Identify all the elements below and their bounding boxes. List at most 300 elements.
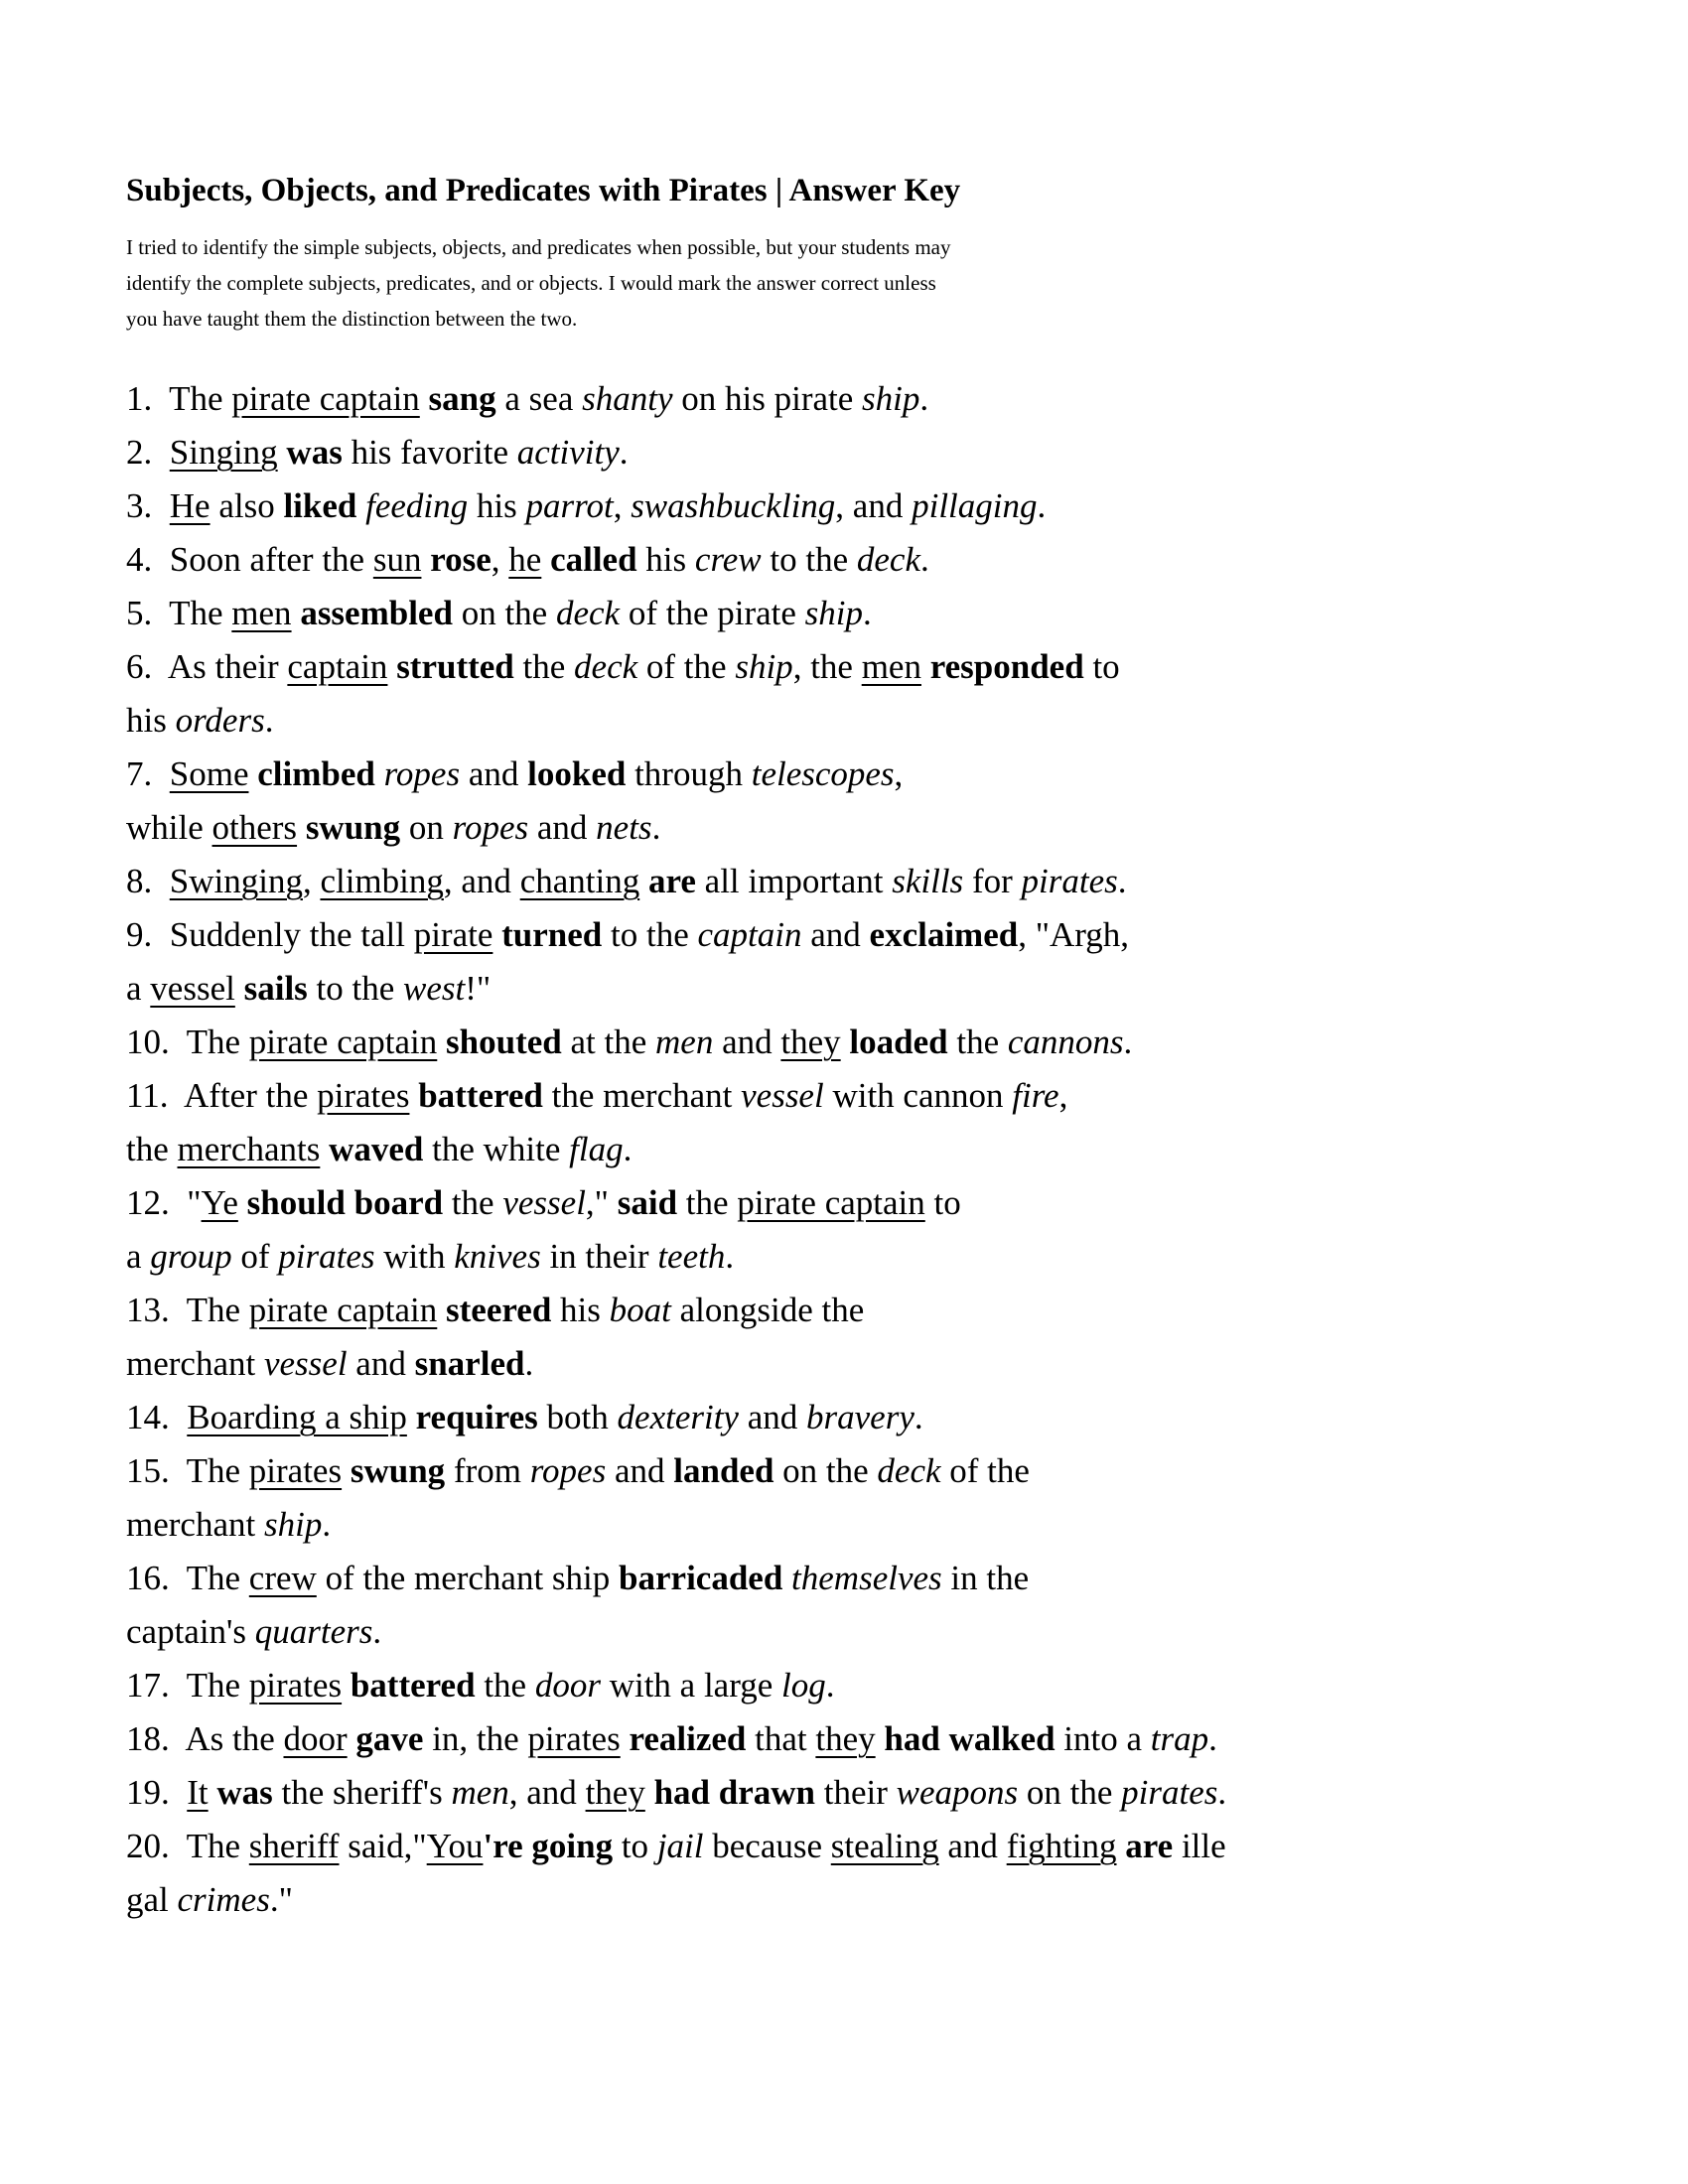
text-segment: climbed xyxy=(257,754,375,794)
text-segment: deck xyxy=(877,1451,941,1491)
item-number: 16. xyxy=(126,1559,187,1598)
text-segment: . xyxy=(920,540,929,580)
text-segment: also xyxy=(210,486,284,526)
answer-item-19 xyxy=(126,1766,1579,1820)
text-segment: . xyxy=(524,1344,534,1384)
item-number: 9. xyxy=(126,915,170,955)
text-segment: and xyxy=(713,1023,781,1062)
text-segment: vessel xyxy=(263,1344,348,1384)
answer-item-12 xyxy=(126,1176,1579,1284)
text-segment: had drawn xyxy=(653,1773,815,1813)
text-segment xyxy=(921,647,930,686)
text-segment: rose xyxy=(430,540,492,580)
answer-item-9 xyxy=(126,908,1579,1016)
text-segment: As their xyxy=(167,647,288,687)
text-segment: ropes xyxy=(452,808,529,848)
text-segment: said xyxy=(617,1183,678,1223)
text-segment: . xyxy=(725,1237,735,1277)
item-number: 11. xyxy=(126,1076,185,1116)
text-segment: in, the xyxy=(423,1719,528,1759)
text-segment: parrot xyxy=(525,486,614,526)
text-segment xyxy=(235,969,244,1008)
text-segment: assembled xyxy=(300,594,453,633)
item-number: 5. xyxy=(126,594,170,633)
text-segment: the xyxy=(677,1183,738,1223)
item-number: 2. xyxy=(126,433,170,473)
text-segment xyxy=(342,1666,351,1705)
item-number: 3. xyxy=(126,486,170,526)
text-segment: shanty xyxy=(582,379,673,419)
text-segment: deck xyxy=(856,540,920,580)
text-segment xyxy=(639,862,648,900)
item-number: 14. xyxy=(126,1398,188,1437)
answer-item-14 xyxy=(126,1391,1579,1444)
text-segment: . xyxy=(619,433,629,473)
text-segment: of the pirate xyxy=(620,594,805,633)
text-segment xyxy=(238,1183,247,1222)
text-segment: requires xyxy=(415,1398,538,1437)
text-segment: of the xyxy=(940,1451,1030,1491)
text-segment: weapons xyxy=(896,1773,1019,1813)
text-segment: ropes xyxy=(383,754,461,794)
text-segment: , and xyxy=(508,1773,586,1813)
text-segment: to xyxy=(924,1183,961,1223)
text-segment: activity xyxy=(516,433,620,473)
text-segment xyxy=(292,594,301,632)
text-segment: The xyxy=(186,1023,249,1062)
text-segment: . xyxy=(1117,862,1127,901)
item-number: 20. xyxy=(126,1827,187,1866)
text-segment xyxy=(645,1773,654,1812)
text-segment: group xyxy=(150,1237,232,1277)
text-segment: The xyxy=(169,379,232,419)
text-segment: Swinging xyxy=(169,862,303,901)
text-segment: bravery xyxy=(806,1398,914,1437)
text-segment: on his pirate xyxy=(672,379,863,419)
text-segment: nets xyxy=(596,808,652,848)
text-segment: sheriff xyxy=(248,1827,340,1866)
item-number: 17. xyxy=(126,1666,187,1706)
text-segment: door xyxy=(283,1719,348,1759)
text-segment: . xyxy=(1208,1719,1217,1759)
text-segment: , xyxy=(894,754,904,794)
answer-item-7 xyxy=(126,748,1579,855)
text-segment: The xyxy=(169,594,232,633)
text-segment: on the xyxy=(1018,1773,1122,1813)
text-segment: and xyxy=(938,1827,1007,1866)
text-segment: fire xyxy=(1012,1076,1059,1116)
text-segment: battered xyxy=(418,1076,543,1116)
text-segment: pirates xyxy=(1021,862,1118,901)
text-segment: had walked xyxy=(884,1719,1055,1759)
text-segment: boat xyxy=(609,1291,671,1330)
text-segment xyxy=(297,808,306,847)
text-segment: to xyxy=(1083,647,1120,687)
text-segment: merchant xyxy=(126,1344,264,1384)
answer-item-10 xyxy=(126,1016,1579,1069)
answer-item-6 xyxy=(126,640,1579,748)
text-segment: The xyxy=(186,1666,249,1706)
text-segment: they xyxy=(585,1773,645,1813)
text-segment: was xyxy=(286,433,343,473)
answer-item-5 xyxy=(126,587,1579,640)
text-segment: his favorite xyxy=(342,433,517,473)
text-segment: !" xyxy=(465,969,492,1009)
answer-item-13 xyxy=(126,1284,1579,1391)
text-segment: to the xyxy=(761,540,857,580)
text-segment: with a large xyxy=(600,1666,782,1706)
text-segment: log xyxy=(781,1666,826,1706)
text-segment: on the xyxy=(452,594,556,633)
text-segment xyxy=(342,1451,351,1490)
text-segment: ." xyxy=(269,1880,293,1920)
text-segment: to xyxy=(613,1827,657,1866)
text-segment xyxy=(375,754,384,793)
text-segment: " xyxy=(187,1183,202,1223)
text-segment: . xyxy=(264,701,274,741)
text-segment: ship xyxy=(862,379,920,419)
text-segment: sails xyxy=(243,969,308,1009)
text-segment: As the xyxy=(185,1719,284,1759)
text-segment: . xyxy=(919,379,929,419)
text-segment: The xyxy=(186,1291,249,1330)
text-segment: of the xyxy=(637,647,736,687)
text-segment: . xyxy=(623,1130,633,1169)
text-segment: both xyxy=(537,1398,618,1437)
text-segment: exclaimed xyxy=(869,915,1019,955)
text-segment: the merchant xyxy=(542,1076,742,1116)
text-segment: merchant xyxy=(126,1505,264,1545)
answer-item-17 xyxy=(126,1659,1579,1712)
text-segment: vessel xyxy=(741,1076,824,1116)
text-segment: liked xyxy=(283,486,357,526)
text-segment: pirates xyxy=(1121,1773,1218,1813)
text-segment: and xyxy=(347,1344,415,1384)
text-segment xyxy=(437,1291,446,1329)
text-segment: the xyxy=(126,1130,178,1169)
text-segment: a sea xyxy=(495,379,583,419)
text-segment: deck xyxy=(574,647,638,687)
text-segment: gal xyxy=(126,1880,178,1920)
text-segment: stealing xyxy=(830,1827,939,1866)
text-segment: . xyxy=(651,808,661,848)
text-segment: into a xyxy=(1055,1719,1151,1759)
text-segment: You xyxy=(426,1827,484,1866)
text-segment: Suddenly the tall xyxy=(169,915,414,955)
text-segment: fighting xyxy=(1006,1827,1117,1866)
text-segment: his xyxy=(551,1291,610,1330)
text-segment: from xyxy=(445,1451,530,1491)
text-segment: steered xyxy=(446,1291,552,1330)
text-segment: men xyxy=(451,1773,509,1813)
text-segment: , xyxy=(613,486,632,526)
text-segment xyxy=(437,1023,446,1061)
text-segment: they xyxy=(815,1719,876,1759)
text-segment: Some xyxy=(169,754,249,794)
text-segment: are xyxy=(647,862,696,901)
text-segment: landed xyxy=(673,1451,774,1491)
text-segment: swung xyxy=(350,1451,446,1491)
text-segment: looked xyxy=(527,754,627,794)
answer-item-11 xyxy=(126,1069,1579,1176)
text-segment: west xyxy=(403,969,466,1009)
text-segment: his xyxy=(636,540,695,580)
text-segment: , "Argh, xyxy=(1018,915,1130,955)
text-segment: . xyxy=(863,594,872,633)
text-segment: the xyxy=(443,1183,503,1223)
text-segment: , xyxy=(1058,1076,1068,1116)
text-segment: , and xyxy=(443,862,520,901)
answer-item-8 xyxy=(126,855,1579,908)
text-segment: turned xyxy=(501,915,603,955)
text-segment: jail xyxy=(656,1827,704,1866)
text-segment: chanting xyxy=(519,862,640,901)
answer-item-16 xyxy=(126,1552,1579,1659)
text-segment xyxy=(407,1398,416,1436)
text-segment: on the xyxy=(774,1451,878,1491)
text-segment: vessel xyxy=(150,969,235,1009)
text-segment: pillaging xyxy=(912,486,1038,526)
text-segment: snarled xyxy=(414,1344,525,1384)
text-segment: ship xyxy=(804,594,864,633)
text-segment: that xyxy=(746,1719,816,1759)
text-segment: the white xyxy=(423,1130,570,1169)
text-segment: The xyxy=(186,1559,249,1598)
text-segment: men xyxy=(231,594,292,633)
text-segment: others xyxy=(211,808,298,848)
text-segment: Boarding a ship xyxy=(187,1398,407,1437)
item-number: 18. xyxy=(126,1719,186,1759)
text-segment: was xyxy=(216,1773,273,1813)
text-segment: ship xyxy=(735,647,793,687)
text-segment: He xyxy=(169,486,211,526)
text-segment: loaded xyxy=(849,1023,948,1062)
text-segment: the sheriff's xyxy=(272,1773,452,1813)
answer-item-18 xyxy=(126,1712,1579,1766)
intro-line-2: identify the complete subjects, predicates, and or objects. I would mark the answer correct unless xyxy=(126,271,936,296)
intro-line-3: you have taught them the distinction between the two. xyxy=(126,307,578,332)
text-segment: , xyxy=(302,862,321,901)
text-segment: while xyxy=(126,808,212,848)
text-segment: strutted xyxy=(396,647,514,687)
text-segment xyxy=(387,647,396,686)
text-segment: to the xyxy=(307,969,404,1009)
text-segment: swashbuckling xyxy=(631,486,836,526)
text-segment: flag xyxy=(569,1130,624,1169)
text-segment: called xyxy=(550,540,637,580)
text-segment: in the xyxy=(941,1559,1030,1598)
text-segment: Ye xyxy=(201,1183,238,1223)
text-segment: with xyxy=(374,1237,455,1277)
text-segment: pirates xyxy=(248,1666,343,1706)
answer-item-20 xyxy=(126,1820,1579,1927)
text-segment: he xyxy=(508,540,542,580)
answer-item-4 xyxy=(126,533,1579,587)
text-segment: dexterity xyxy=(617,1398,739,1437)
page-title: Subjects, Objects, and Predicates with Pirates | Answer Key xyxy=(126,173,961,208)
text-segment xyxy=(782,1559,791,1597)
text-segment: and xyxy=(528,808,597,848)
text-segment: through xyxy=(626,754,752,794)
item-number: 15. xyxy=(126,1451,187,1491)
text-segment: skills xyxy=(892,862,964,901)
item-number: 4. xyxy=(126,540,170,580)
text-segment: swung xyxy=(305,808,401,848)
text-segment: Soon after the xyxy=(169,540,373,580)
text-segment: and xyxy=(460,754,528,794)
text-segment: with cannon xyxy=(823,1076,1013,1116)
item-number: 13. xyxy=(126,1291,187,1330)
item-number: 19. xyxy=(126,1773,188,1813)
text-segment: the xyxy=(513,647,575,687)
text-segment: pirate captain xyxy=(737,1183,925,1223)
item-number: 7. xyxy=(126,754,170,794)
text-segment xyxy=(1117,1827,1126,1865)
text-segment: pirate captain xyxy=(248,1291,438,1330)
text-segment: men xyxy=(655,1023,714,1062)
text-segment: 're going xyxy=(483,1827,614,1866)
text-segment: pirate captain xyxy=(231,379,420,419)
text-segment: pirates xyxy=(248,1451,343,1491)
text-segment: After the xyxy=(184,1076,318,1116)
text-segment: their xyxy=(815,1773,897,1813)
text-segment: knives xyxy=(454,1237,541,1277)
text-segment: of xyxy=(231,1237,279,1277)
text-segment xyxy=(541,540,550,579)
text-segment: and xyxy=(606,1451,674,1491)
intro-line-1: I tried to identify the simple subjects, objects, and predicates when possible, but your students may xyxy=(126,235,951,260)
text-segment: pirate captain xyxy=(248,1023,438,1062)
text-segment: , and xyxy=(835,486,913,526)
text-segment: on xyxy=(400,808,453,848)
text-segment: . xyxy=(914,1398,923,1437)
text-segment: climbing xyxy=(320,862,444,901)
text-segment: battered xyxy=(350,1666,476,1706)
text-segment: orders xyxy=(175,701,265,741)
text-segment: trap xyxy=(1150,1719,1209,1759)
text-segment: and xyxy=(738,1398,807,1437)
text-segment: Singing xyxy=(169,433,278,473)
text-segment xyxy=(409,1076,418,1115)
text-segment: ille xyxy=(1173,1827,1226,1866)
text-segment: captain's xyxy=(126,1612,255,1652)
text-segment xyxy=(320,1130,329,1168)
text-segment: they xyxy=(780,1023,841,1062)
text-segment: pirate xyxy=(413,915,493,955)
text-segment: because xyxy=(703,1827,831,1866)
item-number: 8. xyxy=(126,862,170,901)
answer-item-3 xyxy=(126,479,1579,533)
text-segment: responded xyxy=(929,647,1084,687)
text-segment: vessel xyxy=(502,1183,586,1223)
text-segment: at the xyxy=(561,1023,656,1062)
text-segment: alongside the xyxy=(670,1291,865,1330)
text-segment: to the xyxy=(602,915,698,955)
text-segment: The xyxy=(186,1827,249,1866)
text-segment: of the merchant ship xyxy=(316,1559,620,1598)
text-segment: merchants xyxy=(177,1130,321,1169)
text-segment xyxy=(248,754,257,793)
text-segment: are xyxy=(1125,1827,1174,1866)
answer-item-1 xyxy=(126,372,1579,426)
text-segment: captain xyxy=(287,647,388,687)
text-segment: pirates xyxy=(278,1237,375,1277)
answer-list xyxy=(126,372,1579,1927)
text-segment: a xyxy=(126,969,151,1009)
text-segment: in their xyxy=(540,1237,658,1277)
text-segment: gave xyxy=(355,1719,424,1759)
text-segment: crimes xyxy=(177,1880,270,1920)
text-segment: pirates xyxy=(317,1076,410,1116)
text-segment xyxy=(356,486,365,525)
text-segment xyxy=(420,379,429,418)
text-segment: themselves xyxy=(791,1559,942,1598)
text-segment: barricaded xyxy=(619,1559,783,1598)
text-segment: telescopes xyxy=(751,754,895,794)
text-segment: ," xyxy=(585,1183,618,1223)
text-segment: waved xyxy=(329,1130,424,1169)
text-segment: captain xyxy=(697,915,802,955)
text-segment: and xyxy=(801,915,870,955)
text-segment: sang xyxy=(428,379,496,419)
text-segment: sun xyxy=(372,540,422,580)
text-segment: pirates xyxy=(527,1719,621,1759)
text-segment: . xyxy=(1217,1773,1227,1813)
text-segment: feeding xyxy=(365,486,469,526)
text-segment: It xyxy=(187,1773,209,1813)
text-segment: teeth xyxy=(657,1237,726,1277)
text-segment: , the xyxy=(792,647,862,687)
text-segment: door xyxy=(534,1666,601,1706)
text-segment: a xyxy=(126,1237,151,1277)
item-number: 10. xyxy=(126,1023,187,1062)
text-segment: crew xyxy=(694,540,762,580)
text-segment: said," xyxy=(339,1827,427,1866)
answer-item-15 xyxy=(126,1444,1579,1552)
text-segment: realized xyxy=(629,1719,747,1759)
text-segment: . xyxy=(322,1505,332,1545)
text-segment xyxy=(492,915,501,954)
intro-paragraph xyxy=(126,229,1579,337)
text-segment: quarters xyxy=(254,1612,373,1652)
item-number: 12. xyxy=(126,1183,188,1223)
text-segment: shouted xyxy=(446,1023,562,1062)
text-segment: cannons xyxy=(1007,1023,1124,1062)
text-segment: the xyxy=(947,1023,1008,1062)
text-segment: men xyxy=(861,647,921,687)
text-segment: the xyxy=(475,1666,535,1706)
text-segment: , xyxy=(491,540,509,580)
text-segment: ropes xyxy=(529,1451,607,1491)
text-segment xyxy=(421,540,430,579)
text-segment: ship xyxy=(263,1505,323,1545)
text-segment: . xyxy=(1123,1023,1133,1062)
text-segment: . xyxy=(1037,486,1047,526)
text-segment: all important xyxy=(695,862,893,901)
answer-item-2 xyxy=(126,426,1579,479)
text-segment: . xyxy=(372,1612,382,1652)
text-segment: for xyxy=(963,862,1022,901)
item-number: 1. xyxy=(126,379,170,419)
text-segment: crew xyxy=(248,1559,317,1598)
text-segment: deck xyxy=(555,594,621,633)
item-number: 6. xyxy=(126,647,168,687)
text-segment: The xyxy=(186,1451,249,1491)
text-segment: . xyxy=(825,1666,835,1706)
text-segment: should board xyxy=(246,1183,444,1223)
text-segment: his xyxy=(468,486,526,526)
text-segment: his xyxy=(126,701,176,741)
